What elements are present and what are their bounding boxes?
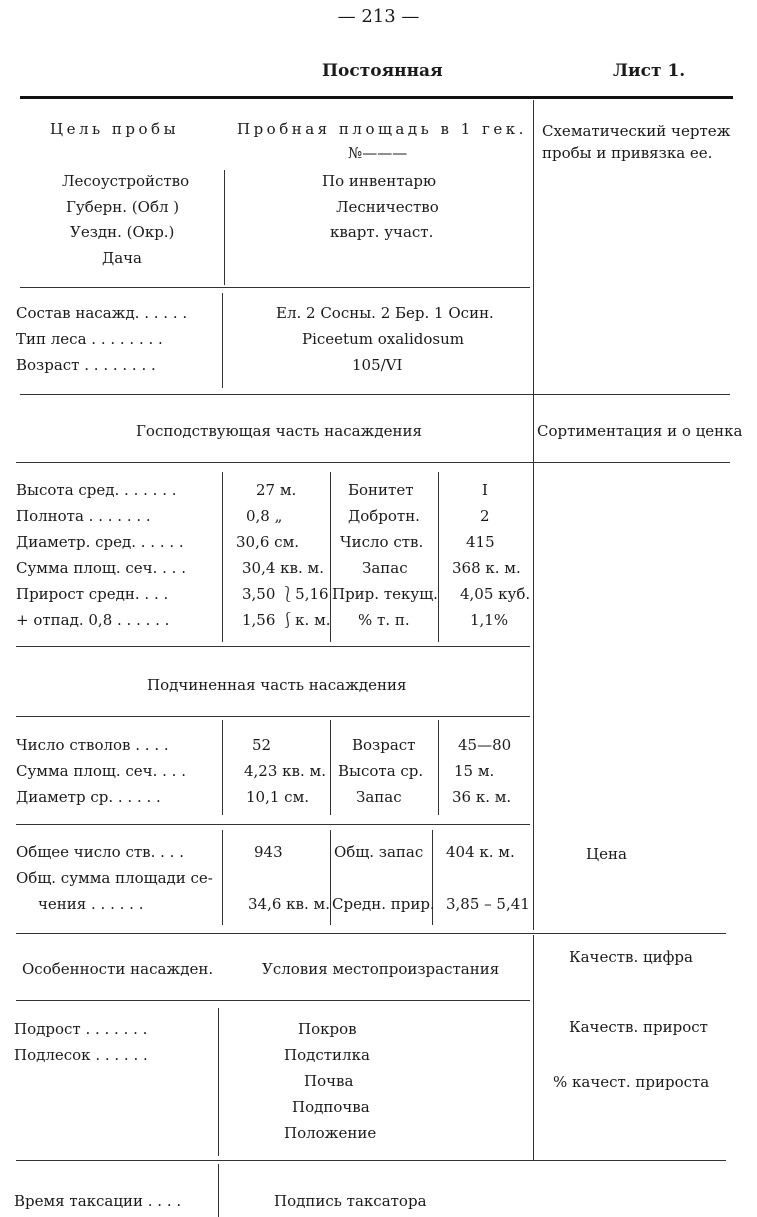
dom-label: Прирост средн. . . .: [16, 585, 169, 603]
undergrowth-label: Подрост . . . . . . .: [14, 1020, 148, 1038]
sec1-divider: [224, 170, 225, 285]
subordinate-title: Подчиненная часть насаждения: [147, 676, 407, 694]
dom-label: + отпад. 0,8 . . . . . .: [16, 611, 170, 629]
sec2-bottom-rule: [20, 394, 730, 395]
cover-label: Покров: [298, 1020, 357, 1038]
dominant-title: Господствующая часть насаждения: [136, 422, 422, 440]
subordinate-header-rule: [16, 716, 530, 717]
dom-value-2: 4,05 куб.: [460, 585, 531, 603]
sub-label: Число стволов . . . .: [16, 736, 169, 754]
total-area-label-2: чения . . . . . .: [38, 895, 144, 913]
dom-value-2: 368 к. м.: [452, 559, 521, 577]
features-title: Особенности насажден.: [22, 960, 214, 978]
signature-label: Подпись таксатора: [274, 1192, 427, 1210]
mean-growth-value: 3,85 – 5,41: [446, 895, 530, 913]
dom-label: Сумма площ. сеч. . . .: [16, 559, 186, 577]
dom-label: Полнота . . . . . . .: [16, 507, 151, 525]
purpose-title: Цель пробы: [50, 120, 180, 138]
subsoil-label: Подпочва: [292, 1098, 370, 1116]
left-item-4: Дача: [102, 249, 142, 267]
position-label: Положение: [284, 1124, 377, 1142]
plot-number: №———: [348, 144, 408, 162]
sub-value: 10,1 см.: [246, 788, 310, 806]
dom-label: Высота сред. . . . . . .: [16, 481, 177, 499]
total-area-value: 34,6 кв. м.: [248, 895, 330, 913]
dom-label-2: Число ств.: [340, 533, 424, 551]
sub-value: 4,23 кв. м.: [244, 762, 326, 780]
age-value: 105/VI: [352, 356, 403, 374]
forest-type-label: Тип леса . . . . . . . .: [16, 330, 163, 348]
quality-digit-label: Качеств. цифра: [569, 948, 693, 966]
conditions-title: Условия местопроизрастания: [262, 960, 500, 978]
tot-col-div-2: [330, 830, 331, 925]
right-column-divider-lower: [533, 935, 534, 1160]
sub-col-div-2: [330, 720, 331, 815]
price-label: Цена: [586, 845, 627, 863]
sub-value-2: 36 к. м.: [452, 788, 512, 806]
footer-divider: [218, 1164, 219, 1217]
dom-value: 30,6 см.: [236, 533, 300, 551]
sketch-title: Схематический чертеж пробы и привязка ее.: [542, 122, 731, 162]
quality-pct-label: % качест. прироста: [553, 1073, 710, 1091]
mid-item-2: Лесничество: [336, 198, 439, 216]
dom-label-2: Прир. текущ.: [332, 585, 438, 603]
sub-col-div-1: [222, 720, 223, 815]
litter-label: Подстилка: [284, 1046, 370, 1064]
soil-label: Почва: [304, 1072, 354, 1090]
sheet-label: Лист 1.: [613, 61, 686, 81]
dom-value-2: 2: [480, 507, 490, 525]
left-item-1: Лесоустройство: [62, 172, 190, 190]
dom-col-div-3: [438, 472, 439, 642]
total-stems-label: Общее число ств. . . .: [16, 843, 184, 861]
time-label: Время таксации . . . .: [14, 1192, 182, 1210]
mid-item-1: По инвентарю: [322, 172, 437, 190]
sub-value-2: 45—80: [458, 736, 512, 754]
composition-label: Состав насажд. . . . . .: [16, 304, 188, 322]
tot-col-div-1: [222, 830, 223, 925]
underbrush-label: Подлесок . . . . . .: [14, 1046, 148, 1064]
total-stems-value: 943: [254, 843, 283, 861]
totals-bottom-rule: [16, 933, 726, 934]
sub-value-2: 15 м.: [454, 762, 495, 780]
dominant-bottom-rule: [16, 646, 530, 647]
sub-label-2: Возраст: [352, 736, 416, 754]
dom-value-2: 1,1%: [470, 611, 509, 629]
total-stock-label: Общ. запас: [334, 843, 424, 861]
total-area-label-1: Общ. сумма площади се-: [16, 869, 213, 887]
form-title: Постоянная: [322, 61, 443, 81]
age-label: Возраст . . . . . . . .: [16, 356, 156, 374]
features-bottom-rule: [16, 1160, 726, 1161]
mean-growth-label: Средн. прир.: [332, 895, 435, 913]
sub-label: Диаметр ср. . . . . .: [16, 788, 161, 806]
dom-value: 30,4 кв. м.: [242, 559, 324, 577]
forest-type-value: Piceetum oxalidosum: [302, 330, 464, 348]
sec2-divider: [222, 293, 223, 388]
dom-label-2: Бонитет: [348, 481, 414, 499]
plot-title: Пробная площадь в 1 гек.: [237, 120, 527, 138]
sub-col-div-3: [438, 720, 439, 815]
right-column-divider: [533, 100, 534, 930]
dom-value-2: I: [482, 481, 488, 499]
page-number: — 213 —: [337, 6, 420, 27]
mid-item-3: кварт. участ.: [330, 223, 434, 241]
features-divider: [218, 1008, 219, 1156]
subordinate-bottom-rule: [16, 824, 530, 825]
left-item-3: Уездн. (Окр.): [70, 223, 175, 241]
composition-value: Ел. 2 Сосны. 2 Бер. 1 Осин.: [276, 304, 494, 322]
sub-label-2: Запас: [356, 788, 402, 806]
top-rule: [20, 96, 733, 99]
dom-label-2: Запас: [362, 559, 408, 577]
sub-value: 52: [252, 736, 272, 754]
dom-value: 0,8 „: [246, 507, 283, 525]
dominant-header-rule: [16, 462, 730, 463]
sec1-bottom-rule: [20, 287, 530, 288]
sortiment-title: Сортиментация и о ценка: [537, 422, 743, 440]
dom-label: Диаметр. сред. . . . . .: [16, 533, 184, 551]
dom-value-2: 415: [466, 533, 495, 551]
dom-value: 27 м.: [256, 481, 297, 499]
dom-col-div-1: [222, 472, 223, 642]
sub-label-2: Высота ср.: [338, 762, 424, 780]
dom-label-2: Добротн.: [348, 507, 420, 525]
dom-label-2: % т. п.: [358, 611, 410, 629]
sub-label: Сумма площ. сеч. . . .: [16, 762, 186, 780]
dom-value: 1,56 ⎰к. м.: [242, 611, 331, 629]
dom-value: 3,50 ⎱5,16: [242, 585, 329, 603]
features-header-rule: [16, 1000, 530, 1001]
total-stock-value: 404 к. м.: [446, 843, 515, 861]
left-item-2: Губерн. (Обл ): [66, 198, 180, 216]
quality-growth-label: Качеств. прирост: [569, 1018, 708, 1036]
